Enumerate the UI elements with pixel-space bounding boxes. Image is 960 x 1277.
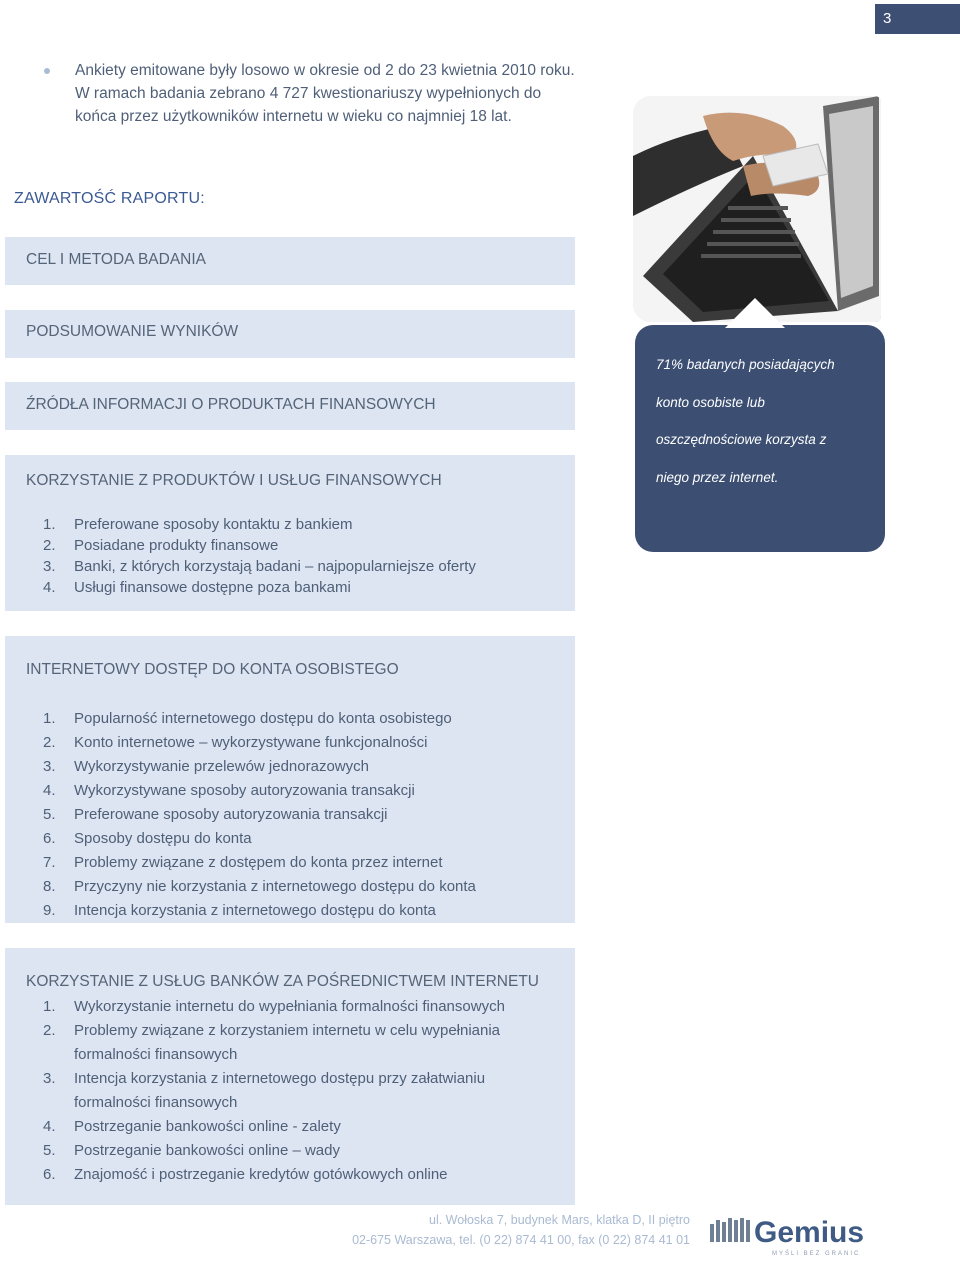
laptop-photo — [633, 96, 881, 322]
list-item: 7. Problemy związane z dostępem do konta przez internet — [43, 854, 443, 871]
list-item: 1. Popularność internetowego dostępu do konta osobistego — [43, 710, 452, 727]
footer-address — [350, 1210, 690, 1250]
address-line: ul. Wołoska 7, budynek Mars, klatka D, II piętro — [429, 1213, 690, 1227]
list-item: 1. Preferowane sposoby kontaktu z bankiem — [43, 516, 353, 533]
gemius-logo — [706, 1210, 876, 1272]
callout-line: oszczędnościowe korzysta z — [656, 432, 827, 447]
section-title: INTERNETOWY DOSTĘP DO KONTA OSOBISTEGO — [26, 661, 399, 678]
callout-text — [656, 346, 866, 496]
list-item: 1. Wykorzystanie internetu do wypełniania formalności finansowych — [43, 998, 505, 1015]
section-title: ŹRÓDŁA INFORMACJI O PRODUKTACH FINANSOWYCH — [26, 396, 436, 413]
list-item: 6. Znajomość i postrzeganie kredytów gotówkowych online — [43, 1166, 448, 1183]
section-zrodla — [5, 382, 575, 430]
list-item: 4. Usługi finansowe dostępne poza bankami — [43, 579, 351, 596]
callout-pointer — [725, 298, 785, 328]
toc-title: ZAWARTOŚĆ RAPORTU: — [14, 190, 205, 207]
section-korzystanie — [5, 455, 575, 611]
callout-line: konto osobiste lub — [656, 394, 765, 410]
section-podsumowanie — [5, 310, 575, 358]
logo-tagline: MYŚLI BEZ GRANIC — [772, 1251, 861, 1257]
list-item: 6. Sposoby dostępu do konta — [43, 830, 252, 847]
section-title: PODSUMOWANIE WYNIKÓW — [26, 323, 239, 340]
list-item: 2. Problemy związane z korzystaniem internetu w celu wypełniania formalności finansowych — [43, 1022, 501, 1063]
callout-line: niego przez internet. — [656, 469, 779, 485]
page-number: 3 — [875, 4, 960, 34]
list-item: 9. Intencja korzystania z internetowego dostępu do konta — [43, 902, 436, 919]
callout-line: 71% badanych posiadających — [656, 357, 835, 372]
section-title: KORZYSTANIE Z PRODUKTÓW I USŁUG FINANSOWYCH — [26, 472, 442, 489]
address-line: 02-675 Warszawa, tel. (0 22) 874 41 00, fax (0 22) 874 41 01 — [352, 1233, 690, 1247]
bullet-icon — [44, 68, 50, 74]
laptop-illustration — [633, 96, 881, 322]
section-list — [26, 995, 546, 1187]
list-item: 2. Konto internetowe – wykorzystywane funkcjonalności — [43, 734, 428, 751]
section-bankowosc — [5, 948, 575, 1205]
logo-wordmark: Gemius — [754, 1216, 865, 1249]
section-cel — [5, 237, 575, 285]
list-item: 4. Postrzeganie bankowości online - zalety — [43, 1118, 341, 1135]
section-list — [26, 514, 476, 598]
section-title: CEL I METODA BADANIA — [26, 251, 207, 268]
list-item: 5. Postrzeganie bankowości online – wady — [43, 1142, 340, 1159]
list-item: 3. Intencja korzystania z internetowego dostępu przy załatwianiu formalności finansowych — [43, 1070, 486, 1111]
list-item: 3. Wykorzystywanie przelewów jednorazowych — [43, 758, 369, 775]
list-item: 2. Posiadane produkty finansowe — [43, 537, 279, 554]
section-list — [26, 707, 476, 923]
intro-paragraph: Ankiety emitowane były losowo w okresie od 2 do 23 kwietnia 2010 roku. W ramach badania zebrano 4 727 kwestionariuszy wypełnionych do końca przez użytkowników internetu w wieku co najmniej 18 lat. — [75, 62, 575, 125]
gemius-logo-icon — [706, 1210, 876, 1272]
list-item: 8. Przyczyny nie korzystania z internetowego dostępu do konta — [43, 878, 476, 895]
list-item: 3. Banki, z których korzystają badani – najpopularniejsze oferty — [43, 558, 476, 575]
section-internetowy — [5, 636, 575, 923]
list-item: 4. Wykorzystywane sposoby autoryzowania transakcji — [43, 782, 415, 799]
list-item: 5. Preferowane sposoby autoryzowania transakcji — [43, 806, 388, 823]
section-title: KORZYSTANIE Z USŁUG BANKÓW ZA POŚREDNICTWEM INTERNETU — [26, 973, 539, 990]
